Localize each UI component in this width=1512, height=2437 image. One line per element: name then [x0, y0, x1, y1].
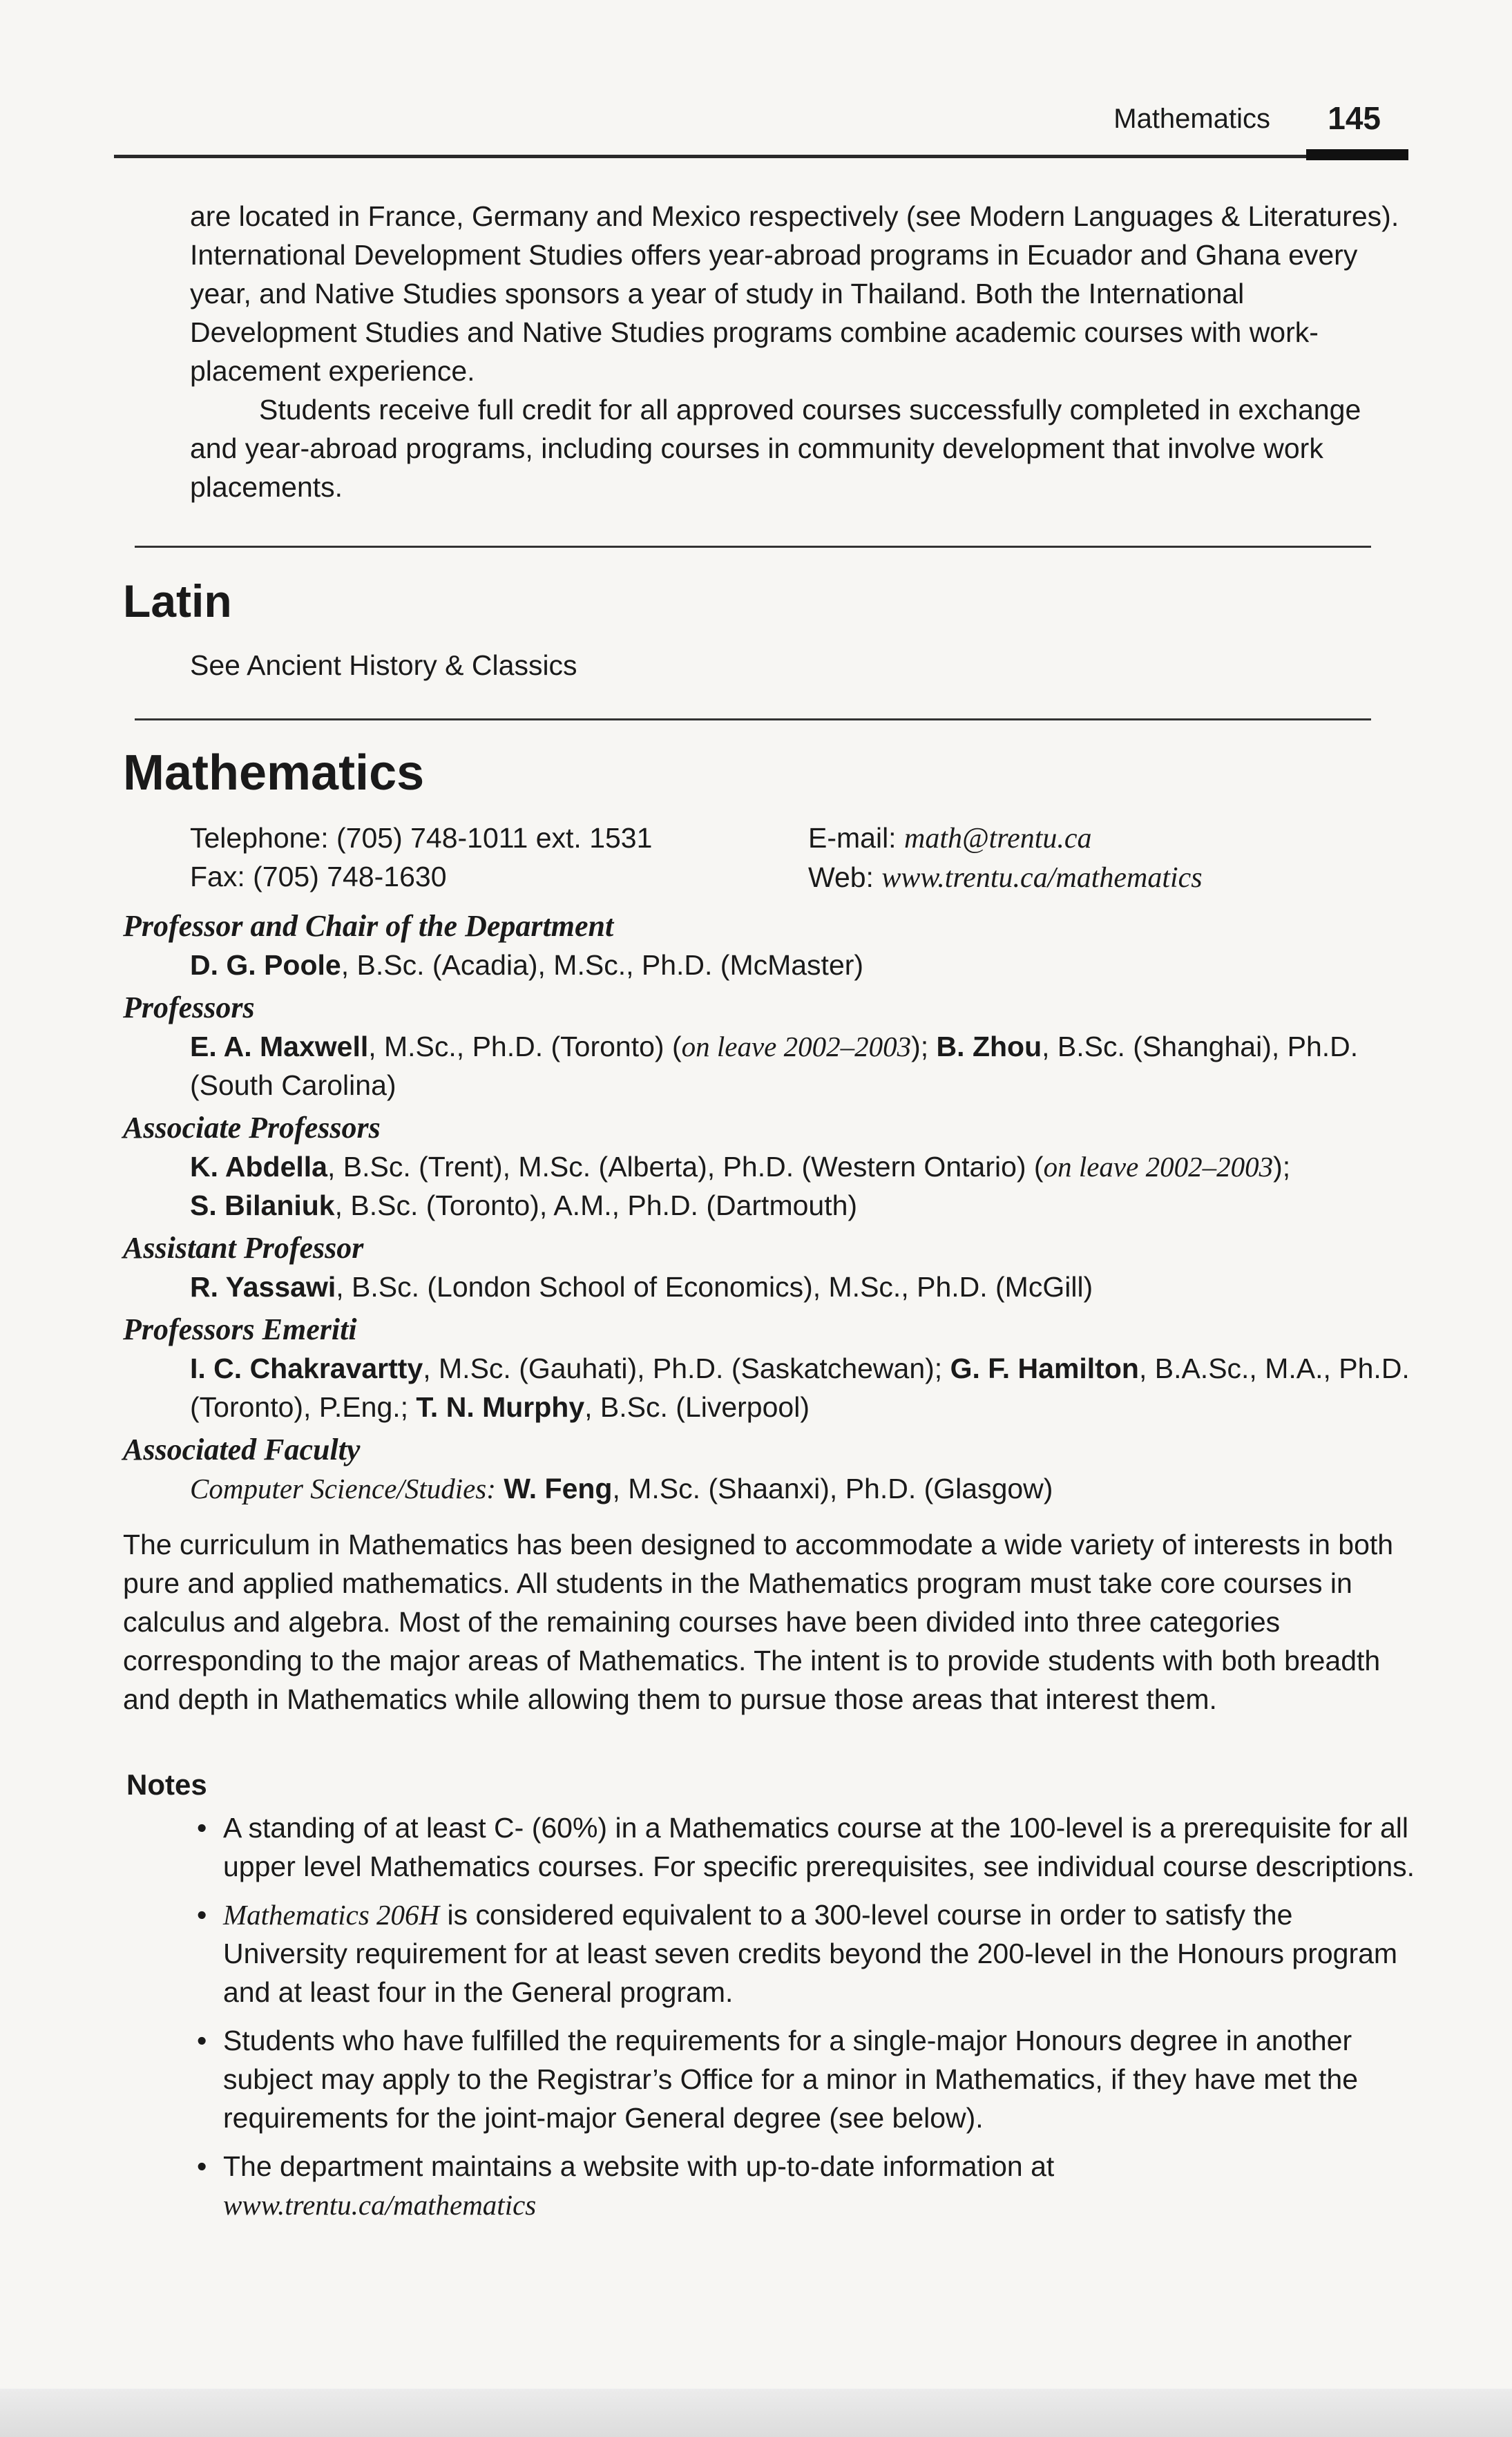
leave-note: on leave 2002–2003 [1043, 1151, 1274, 1183]
email-line [808, 819, 1203, 858]
professors-emeriti-heading: Professors Emeriti [123, 1312, 357, 1346]
assistant-professor-heading: Assistant Professor [123, 1231, 364, 1265]
course-name: Mathematics 206H [223, 1899, 440, 1931]
faculty-name: W. Feng [504, 1473, 613, 1504]
bullet-icon: • [197, 2150, 207, 2182]
header-section-title: Mathematics [1113, 104, 1270, 134]
faculty-name: K. Abdella [190, 1151, 327, 1183]
faculty-credentials: , M.Sc. (Gauhati), Ph.D. (Saskatchewan); [423, 1353, 950, 1384]
notes-heading: Notes [126, 1768, 207, 1801]
faculty-name: S. Bilaniuk [190, 1189, 335, 1221]
mathematics-heading: Mathematics [123, 745, 425, 801]
associate-professors-heading: Associate Professors [123, 1111, 381, 1145]
faculty-name: E. A. Maxwell [190, 1031, 369, 1062]
professors-emeriti-entry [190, 1349, 1422, 1426]
fax: Fax: (705) 748-1630 [190, 861, 447, 892]
website-link[interactable]: www.trentu.ca/mathematics [223, 2189, 537, 2221]
assistant-professor-entry [190, 1268, 1422, 1306]
contact-online-block [808, 819, 1203, 897]
faculty-name: R. Yassawi [190, 1271, 336, 1303]
note-item [190, 2147, 1419, 2224]
bullet-icon: • [197, 1899, 207, 1931]
page-bottom-shadow [0, 2389, 1512, 2437]
note-item [190, 1895, 1419, 2011]
note-text: Students who have fulfilled the requirements for a single-major Honours degree in another subject may apply to the Registrar’s Office for a minor in Mathematics, if they have met the requirements for the joint-major General degree (see below). [223, 2025, 1359, 2134]
header-rule [114, 155, 1408, 158]
note-item [190, 1808, 1419, 1886]
bullet-icon: • [197, 2025, 207, 2056]
faculty-credentials: , B.Sc. (Shanghai), Ph.D. (South Carolina) [190, 1031, 1359, 1101]
page-number: 145 [1328, 100, 1381, 136]
contact-phone-block [190, 819, 652, 896]
section-divider [135, 718, 1371, 720]
faculty-list [123, 903, 1422, 1508]
associated-faculty-heading: Associated Faculty [123, 1433, 361, 1466]
professors-entry [190, 1027, 1422, 1105]
curriculum-paragraph: The curriculum in Mathematics has been designed to accommodate a wide variety of interests in both pure and applied mathematics. All students in the Mathematics program must take core courses in calculus and algebra. Most of the remaining courses have been divided into three categories corresponding to the major areas of Mathematics. The intent is to provide students with both breadth and depth in Mathematics while allowing them to pursue those areas that interest them. [123, 1529, 1394, 1715]
email-address[interactable]: math@trentu.ca [903, 823, 1092, 854]
note-text: is considered equivalent to a 300-level course in order to satisfy the University requirement for at least seven credits beyond the 200-level in the Honours program and at least four in the General program. [223, 1899, 1398, 2008]
faculty-separator: ); [1273, 1151, 1291, 1183]
telephone: Telephone: (705) 748-1011 ext. 1531 [190, 822, 653, 854]
latin-heading: Latin [123, 575, 232, 627]
section-divider [135, 546, 1371, 548]
faculty-name: G. F. Hamilton [950, 1353, 1139, 1384]
email-label: E-mail: [808, 822, 897, 854]
chair-entry [190, 946, 1422, 984]
notes-list [190, 1808, 1419, 2234]
chair-heading: Professor and Chair of the Department [123, 909, 614, 943]
header-rule-tab [1306, 149, 1408, 160]
faculty-credentials: , B.Sc. (London School of Economics), M.Sc., Ph.D. (McGill) [336, 1271, 1093, 1303]
faculty-separator: ); [911, 1031, 937, 1062]
web-link[interactable]: www.trentu.ca/mathematics [881, 862, 1203, 894]
leave-note: on leave 2002–2003 [681, 1031, 912, 1062]
bullet-icon: • [197, 1812, 207, 1844]
web-label: Web: [808, 861, 874, 893]
professors-heading: Professors [123, 991, 255, 1024]
intro-paragraph-2: Students receive full credit for all approved courses successfully completed in exchange and year-abroad programs, including courses in community development that involve work placements. [190, 394, 1361, 503]
faculty-credentials: , M.Sc. (Shaanxi), Ph.D. (Glasgow) [612, 1473, 1053, 1504]
faculty-name: D. G. Poole [190, 949, 341, 981]
faculty-credentials: , B.A.Sc., M.A., Ph.D. (Toronto), P.Eng.; [190, 1353, 1410, 1423]
faculty-name: I. C. Chakravartty [190, 1353, 423, 1384]
faculty-name: T. N. Murphy [416, 1391, 585, 1423]
web-line [808, 858, 1203, 897]
note-text: The department maintains a website with up-to-date information at [223, 2150, 1055, 2182]
associate-professors-entry [190, 1147, 1422, 1225]
note-text: A standing of at least C- (60%) in a Mathematics course at the 100-level is a prerequisite for all upper level Mathematics courses. For specific prerequisites, see individual course descriptions. [223, 1812, 1415, 1882]
intro-paragraph-1: are located in France, Germany and Mexico respectively (see Modern Languages & Literatures). International Development Studies offers year-abroad programs in Ecuador and Ghana every year, and Native Studies sponsors a year of study in Thailand. Both the International Development Studies and Native Studies programs combine academic courses with work-placement experience. [190, 200, 1399, 387]
running-header [114, 97, 1408, 159]
latin-see-also: See Ancient History & Classics [190, 649, 577, 681]
faculty-credentials: , B.Sc. (Trent), M.Sc. (Alberta), Ph.D. (Western Ontario) ( [327, 1151, 1044, 1183]
faculty-credentials: , M.Sc., Ph.D. (Toronto) ( [368, 1031, 682, 1062]
faculty-name: B. Zhou [936, 1031, 1042, 1062]
associated-faculty-entry [190, 1469, 1422, 1508]
faculty-department: Computer Science/Studies: [190, 1473, 496, 1504]
faculty-credentials: , B.Sc. (Toronto), A.M., Ph.D. (Dartmouth) [334, 1189, 858, 1221]
faculty-credentials: , B.Sc. (Liverpool) [584, 1391, 810, 1423]
faculty-credentials: , B.Sc. (Acadia), M.Sc., Ph.D. (McMaster) [341, 949, 864, 981]
note-item [190, 2021, 1419, 2137]
intro-text [124, 197, 1406, 506]
